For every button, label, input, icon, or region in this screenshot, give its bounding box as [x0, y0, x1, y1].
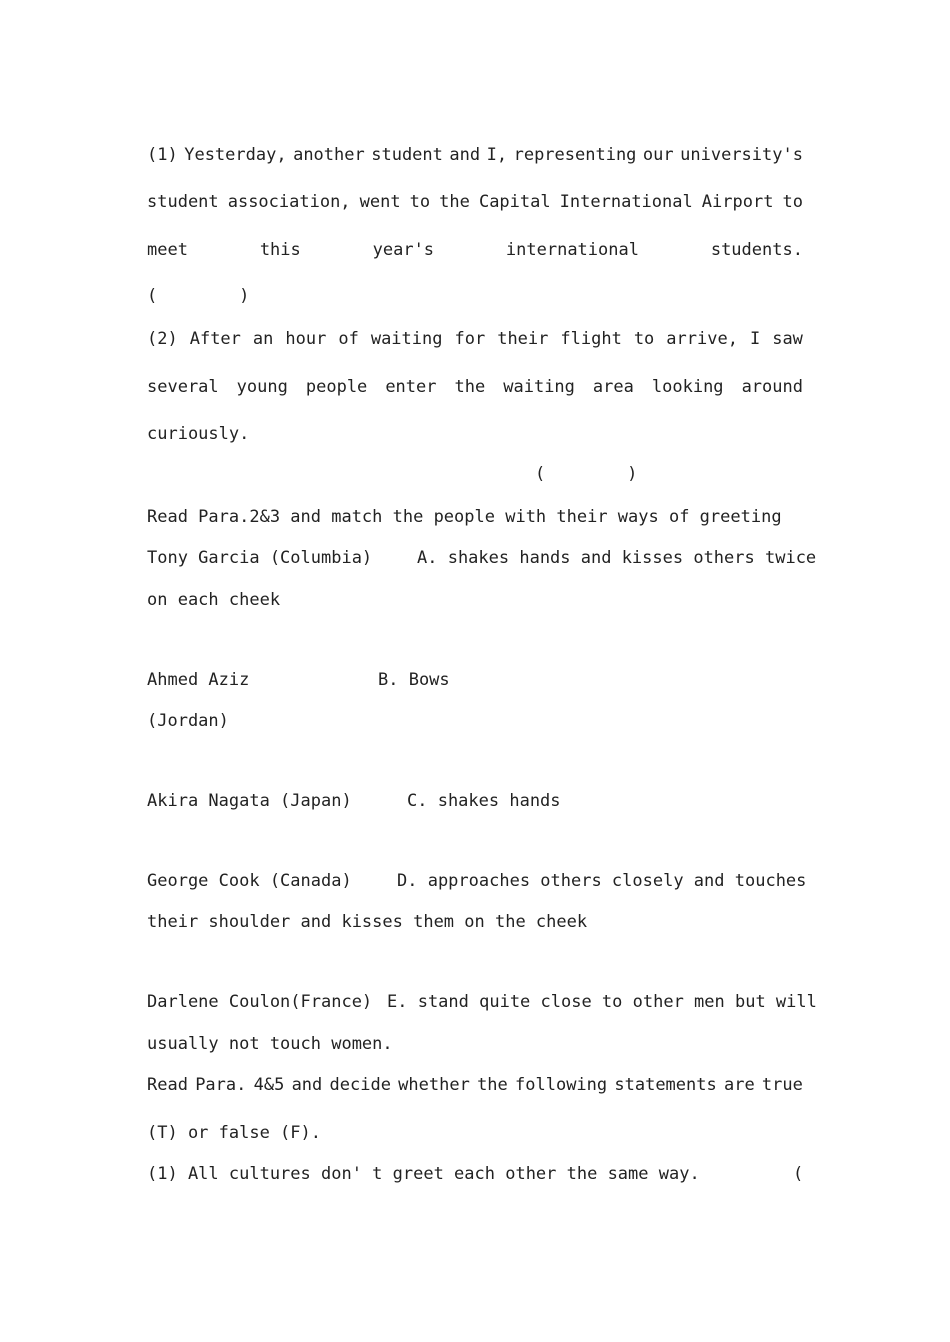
tf-instruction-line-1-text-word: Read	[147, 1075, 188, 1095]
tf-instruction-line-1-text-word: the	[477, 1075, 508, 1095]
q2-line-1-text-word: waiting	[370, 329, 443, 349]
q2-line-2-text-word: young	[236, 377, 288, 397]
q1-line-1-text-word: representing	[513, 145, 637, 165]
q2-line-2	[147, 377, 803, 397]
q1-line-1-text-word: another	[293, 145, 365, 165]
q2-line-2-text-word: people	[305, 377, 368, 397]
q1-line-1-text-word: university's	[680, 145, 803, 165]
q1-word: meet	[147, 240, 188, 260]
match-instruction: Read Para.2&3 and match the people with their ways of greeting	[147, 507, 782, 527]
q1-line-2-text-word: the	[439, 192, 470, 212]
q2-line-3: curiously.	[147, 424, 250, 444]
q2-line-1-text-word: an	[252, 329, 274, 349]
q2-line-1-text-word: for	[454, 329, 486, 349]
match-option-a: A. shakes hands and kisses others twice	[417, 548, 817, 568]
q2-line-1	[147, 329, 803, 349]
q1-word: international	[505, 240, 639, 260]
q1-word: this	[259, 240, 301, 260]
match-person-2: Ahmed Aziz	[147, 670, 250, 690]
q1-line-2-text-word: student	[147, 192, 219, 212]
q1-word: students.	[710, 240, 803, 260]
tf-instruction-line-1-text-word: whether	[398, 1075, 470, 1095]
q1-line-1-text-word: and	[449, 145, 481, 165]
q2-line-1-text-word: I	[749, 329, 761, 349]
match-option-a-cont: on each cheek	[147, 590, 281, 610]
q2-line-1-text-word: flight	[560, 329, 622, 349]
q1-line-2-text-word: association,	[227, 192, 351, 212]
tf-instruction-line-1-text-word: decide	[329, 1075, 391, 1095]
match-option-c: C. shakes hands	[407, 791, 561, 811]
tf-instruction-line-1-text-word: and	[291, 1075, 323, 1095]
tf-instruction-line-1-text-word: are	[723, 1075, 755, 1095]
q2-line-1-text-word: After	[189, 329, 241, 349]
tf-instruction-line-1-text-word: following	[515, 1075, 608, 1095]
match-person-5: Darlene Coulon(France)	[147, 992, 373, 1012]
q2-line-2-text-word: several	[147, 377, 219, 397]
q1-line-1	[147, 145, 803, 165]
match-person-1: Tony Garcia (Columbia)	[147, 548, 373, 568]
q1-line-2-text-word: to	[409, 192, 431, 212]
q2-line-1-text-word: of	[338, 329, 359, 349]
tf-instruction-line-1-text-word: Para.	[195, 1075, 247, 1095]
q2-line-1-text-word: arrive,	[666, 329, 738, 349]
q2-line-2-text-word: around	[741, 377, 803, 397]
q1-line-2-text-word: went	[359, 192, 401, 212]
match-option-e-cont: usually not touch women.	[147, 1034, 393, 1054]
q2-line-2-text-word: the	[454, 377, 486, 397]
tf-instruction-line-1-text-word: 4&5	[253, 1075, 285, 1095]
q2-line-1-text-word: hour	[285, 329, 327, 349]
match-option-e: E. stand quite close to other men but will	[387, 992, 817, 1012]
q2-line-1-text-word: their	[497, 329, 549, 349]
match-person-2-cont: (Jordan)	[147, 711, 229, 731]
tf-instruction-line-1	[147, 1075, 803, 1095]
tf-instruction-line-1-text-word: true	[761, 1075, 803, 1095]
q1-line-1-text-word: our	[642, 145, 674, 165]
tf-item-1-blank: (	[793, 1164, 804, 1184]
q1-line-1-text-word: Yesterday,	[184, 145, 287, 165]
q1-answer-blank: ( )	[147, 286, 250, 306]
q1-line-1-text-word: I,	[486, 145, 508, 165]
match-option-d: D. approaches others closely and touches	[397, 871, 807, 891]
q2-line-2-text-word: enter	[385, 377, 437, 397]
q1-line-2-text-word: Airport	[701, 192, 774, 212]
q2-line-1-text-word: (2)	[147, 329, 178, 349]
match-option-b: B. Bows	[378, 670, 450, 690]
q1-line-2	[147, 192, 803, 212]
q1-line-2-text-word: to	[782, 192, 803, 212]
q1-word: year's	[372, 240, 435, 260]
q1-line-1-text-word: student	[371, 145, 443, 165]
tf-item-1: (1) All cultures don' t greet each other the same way.	[147, 1164, 700, 1184]
q2-line-1-text-word: saw	[772, 329, 803, 349]
q1-line-2-text-word: International	[559, 192, 693, 212]
q1-line-3	[147, 240, 803, 260]
q2-line-2-text-word: waiting	[503, 377, 575, 397]
q2-answer-blank: ( )	[535, 464, 638, 484]
q2-line-2-text-word: looking	[651, 377, 724, 397]
q2-line-1-text-word: to	[633, 329, 655, 349]
tf-instruction-line-2: (T) or false (F).	[147, 1123, 321, 1143]
q1-line-2-text-word: Capital	[478, 192, 551, 212]
q1-line-1-text-word: (1)	[147, 145, 178, 165]
q2-line-2-text-word: area	[592, 377, 634, 397]
match-person-3: Akira Nagata (Japan)	[147, 791, 352, 811]
match-option-d-cont: their shoulder and kisses them on the cheek	[147, 912, 588, 932]
tf-instruction-line-1-text-word: statements	[614, 1075, 717, 1095]
match-person-4: George Cook (Canada)	[147, 871, 352, 891]
